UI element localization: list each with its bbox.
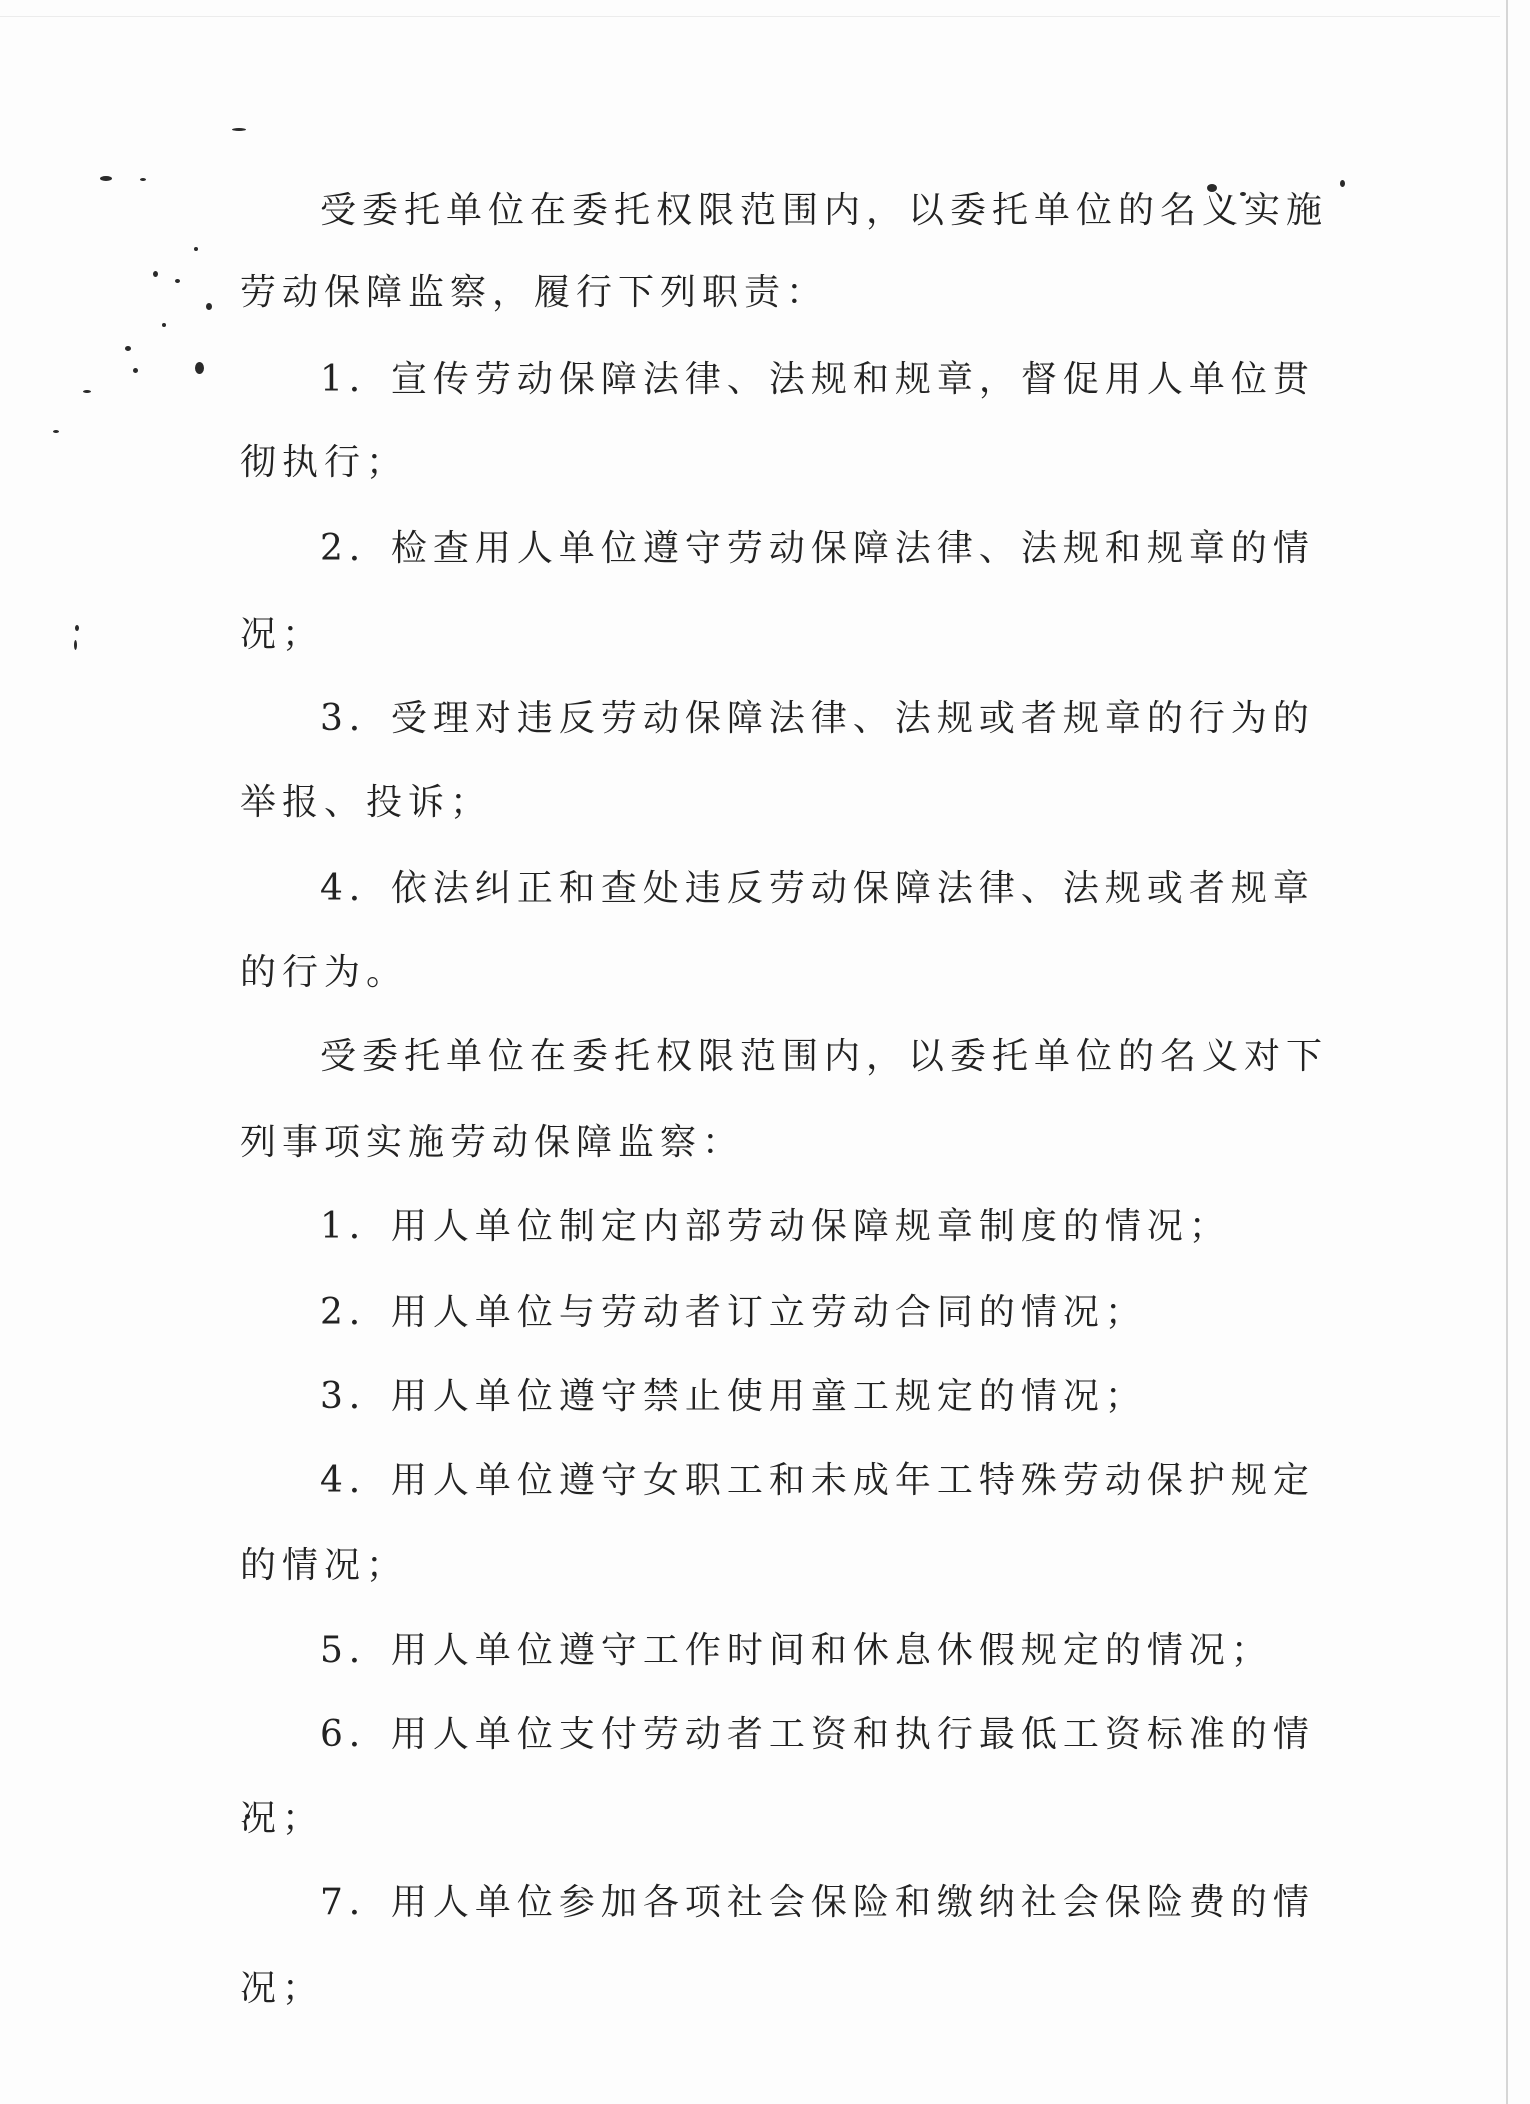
paragraph-line: 劳动保障监察，履行下列职责： [240, 272, 829, 313]
list-item-line: 7．用人单位参加各项社会保险和缴纳社会保险费的情 [320, 1882, 1315, 1923]
scan-speck [75, 625, 79, 631]
paragraph-line: 举报、投诉； [240, 782, 493, 823]
scan-speck [194, 247, 198, 251]
list-item-line: 3．受理对违反劳动保障法律、法规或者规章的行为的 [320, 698, 1315, 739]
list-item-line: 1．宣传劳动保障法律、法规和规章，督促用人单位贯 [320, 359, 1315, 400]
list-item-line: 6．用人单位支付劳动者工资和执行最低工资标准的情 [320, 1714, 1315, 1755]
paragraph-line: 况； [240, 1968, 325, 2009]
scan-speck [125, 346, 131, 351]
scan-speck [83, 390, 91, 393]
paragraph-line: 受委托单位在委托权限范围内，以委托单位的名义实施 [320, 190, 1329, 231]
paragraph-line: 受委托单位在委托权限范围内，以委托单位的名义对下 [320, 1036, 1329, 1077]
scan-speck [162, 323, 166, 327]
paragraph-line: 况； [240, 614, 325, 655]
scan-edge-top [0, 16, 1500, 17]
scan-speck [140, 178, 146, 181]
scan-speck [1340, 180, 1345, 187]
scan-speck [206, 303, 212, 310]
scan-speck [74, 640, 77, 650]
scan-speck [175, 279, 180, 283]
list-item-line: 1．用人单位制定内部劳动保障规章制度的情况； [320, 1206, 1231, 1247]
scan-edge-right [1506, 0, 1508, 2104]
paragraph-line: 彻执行； [240, 442, 409, 483]
list-item-line: 5．用人单位遵守工作时间和休息休假规定的情况； [320, 1630, 1273, 1671]
list-item-line: 3．用人单位遵守禁止使用童工规定的情况； [320, 1376, 1147, 1417]
paragraph-line: 的行为。 [240, 952, 409, 993]
scan-speck [195, 362, 204, 374]
scan-speck [133, 368, 138, 373]
list-item-line: 2．检查用人单位遵守劳动保障法律、法规和规章的情 [320, 528, 1315, 569]
list-item-line: 2．用人单位与劳动者订立劳动合同的情况； [320, 1292, 1147, 1333]
paragraph-line: 的情况； [240, 1545, 409, 1586]
scan-speck [153, 271, 158, 277]
scan-speck [232, 128, 246, 131]
scan-speck [100, 176, 112, 181]
list-item-line: 4．用人单位遵守女职工和未成年工特殊劳动保护规定 [320, 1460, 1315, 1501]
list-item-line: 4．依法纠正和查处违反劳动保障法律、法规或者规章 [320, 868, 1315, 909]
paragraph-line: 列事项实施劳动保障监察： [240, 1122, 745, 1163]
paragraph-line: 况； [240, 1798, 325, 1839]
scan-speck [53, 430, 59, 433]
